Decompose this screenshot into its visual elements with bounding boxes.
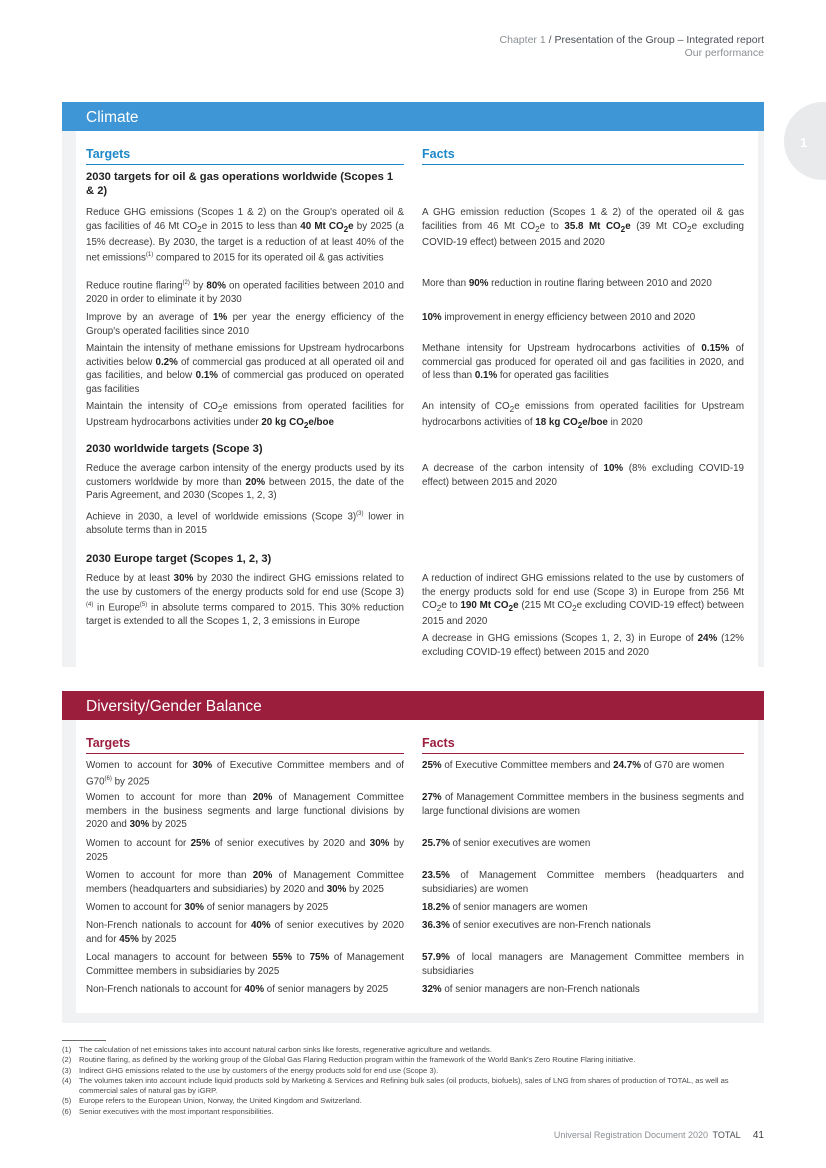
climate-target-7: Achieve in 2030, a level of worldwide emissions (Scope 3)$^{(3)}$ lower in absolute terms than in 2015 [86,511,404,536]
footnote: (5) Europe refers to the European Union, Norway, the United Kingdom and Switzerland. [62,1096,362,1106]
climate-title-bar [62,102,764,131]
climate-fact-3: 10% improvement in energy efficiency between 2010 and 2020 [422,312,696,323]
footnote: (4) The volumes taken into account include liquid products sold by Marketing & Services and Refining bulk sales (oil products, biofuels), sales of LNG from shares of production of TOTAL, as well as commercial sales of natural gas by iGRP. [62,1075,729,1096]
footnotes [62,1040,766,1117]
climate-target-1: Reduce GHG emissions (Scopes 1 & 2) on the Group's operated oil & gas facilities of 46 Mt $CO_2e$ in 2015 to less than 40 Mt $CO_2e$ by 2025 (a 15% decrease). By 2030, the target is a reduction of at least 40% of the net emissions$^{(1)}$ compared to 2015 for its operated oil & gas activities [86,207,404,264]
diversity-facts-column [422,736,744,997]
diversity-fact-6: 36.3% of senior executives are non-French nationals [422,920,651,931]
climate-subheading-3: 2030 Europe target (Scopes 1, 2, 3) [86,553,272,565]
climate-fact-6: A decrease of the carbon intensity of 10% (8% excluding COVID-19 effect) between 2015 and 2020 [422,463,744,488]
climate-target-4: Maintain the intensity of methane emissions for Upstream hydrocarbons activities below 0.2% of commercial gas produced at all operated oil and gas facilities, and below 0.1% of commercial gas produced on operated gas facilities [86,343,404,395]
climate-fact-2: More than 90% reduction in routine flaring between 2010 and 2020 [422,278,712,289]
diversity-fact-4: 23.5% of Management Committee members (headquarters and subsidiaries) are women [422,870,744,895]
targets-heading: Targets [86,147,404,165]
chapter-tab: 1 [784,102,826,180]
diversity-target-2: Women to account for more than 20% of Management Committee members in the business segments and large functional divisions by 2020 and 30% by 2025 [86,792,404,830]
climate-fact-1: A GHG emission reduction (Scopes 1 & 2) of the operated oil & gas facilities from 46 Mt $CO_2e$ to 35.8 Mt $CO_2e$ (39 Mt $CO_2e$ excluding COVID-19 effect) between 2015 and 2020 [422,207,744,248]
diversity-fact-2: 27% of Management Committee members in the business segments and large functional divisions are women [422,792,744,817]
diversity-title: Diversity/Gender Balance [86,698,262,715]
climate-targets-column [86,147,404,628]
climate-fact-4: Methane intensity for Upstream hydrocarbons activities of 0.15% of commercial gas produced for operated oil and gas facilities in 2020, and of less than 0.1% for operated gas facilities [422,343,744,381]
diversity-fact-5: 18.2% of senior managers are women [422,902,588,913]
page-number: 41 [752,1130,764,1141]
diversity-fact-1: 25% of Executive Committee members and 24.7% of G70 are women [422,760,725,771]
footnote: (6) Senior executives with the most important responsibilities. [62,1106,274,1116]
section-subtitle: Our performance [684,47,764,59]
diversity-target-1: Women to account for 30% of Executive Committee members and of G70$^{(6)}$ by 2025 [86,760,404,787]
climate-subheading-2: 2030 worldwide targets (Scope 3) [86,443,263,455]
climate-target-3: Improve by an average of 1% per year the energy efficiency of the Group's operated facilities since 2010 [86,312,404,337]
diversity-target-4: Women to account for more than 20% of Management Committee members (headquarters and subsidiaries) by 2020 and 30% by 2025 [86,870,404,895]
climate-facts-column [422,147,744,659]
diversity-target-8: Non-French nationals to account for 40% of senior managers by 2025 [86,984,389,995]
climate-subheading-1: 2030 targets for oil & gas operations worldwide (Scopes 1 & 2) [86,171,394,197]
page-header: Chapter 1 / Presentation of the Group – Integrated report Our performance [499,34,764,59]
diversity-content [76,720,758,1013]
brand-name: TOTAL [712,1130,741,1140]
page-footer [554,1130,764,1141]
facts-heading: Facts [422,147,744,165]
chapter-title: Presentation of the Group – Integrated report [554,34,764,46]
targets-heading: Targets [86,736,404,754]
climate-target-8: Reduce by at least 30% by 2030 the indirect GHG emissions related to the use by customers of the energy products sold for end use (Scope 3)$^{(4)}$ in Europe$^{(5)}$ in absolute terms compared to 2015. This 30% reduction target is extended to all the Scopes 1, 2, 3 emissions in Europe [86,573,404,627]
diversity-fact-3: 25.7% of senior executives are women [422,838,591,849]
diversity-target-7: Local managers to account for between 55% to 75% of Management Committee members in subsidiaries by 2025 [86,952,404,977]
diversity-fact-8: 32% of senior managers are non-French nationals [422,984,640,995]
climate-target-6: Reduce the average carbon intensity of the energy products used by its customers worldwide by more than 20% between 2015, the date of the Paris Agreement, and 2030 (Scopes 1, 2, 3) [86,463,404,501]
footnote: (2) Routine flaring, as defined by the working group of the Global Gas Flaring Reduction program within the framework of the World Bank's Zero Routine Flaring initiative. [62,1055,636,1065]
climate-title: Climate [86,109,139,126]
footnote: (1) The calculation of net emissions takes into account natural carbon sinks like forests, regenerative agriculture and wetlands. [62,1045,492,1054]
chapter-label: Chapter 1 [499,34,546,46]
diversity-panel [62,691,764,1023]
diversity-title-bar [62,691,764,720]
facts-heading: Facts [422,736,744,754]
footnote: (3) Indirect GHG emissions related to the use by customers of the energy products sold for end use (Scope 3). [62,1065,439,1075]
diversity-target-6: Non-French nationals to account for 40% of senior executives by 2020 and for 45% by 2025 [86,920,404,945]
document-title: Universal Registration Document 2020 [553,1130,708,1140]
diversity-targets-column [86,736,404,997]
climate-fact-8: A reduction of indirect GHG emissions related to the use by customers of the energy products sold for end use (Scope 3) in Europe from 256 Mt $CO_2e$ to 190 Mt $CO_2e$ (215 Mt $CO_2e$ excluding COVID-19 effect) between 2015 and 2020 [422,573,744,628]
diversity-fact-7: 57.9% of local managers are Management Committee members in subsidiaries [422,952,744,977]
climate-panel [62,102,764,667]
climate-target-5: Maintain the intensity of $CO_2e$ emissions from operated facilities for Upstream hydrocarbons activities under 20 kg $CO_2e$/boe [86,401,404,431]
diversity-target-3: Women to account for 25% of senior executives by 2020 and 30% by 2025 [86,838,404,863]
diversity-target-5: Women to account for 30% of senior managers by 2025 [86,902,329,913]
climate-content [76,131,758,667]
footnote-rule [62,1040,106,1041]
climate-fact-9: A decrease in GHG emissions (Scopes 1, 2, 3) in Europe of 24% (12% excluding COVID-19 effect) between 2015 and 2020 [422,633,744,658]
climate-target-2: Reduce routine flaring$^{(2)}$ by 80% on operated facilities between 2010 and 2020 in order to eliminate it by 2030 [86,280,404,305]
climate-fact-5: An intensity of $CO_2e$ emissions from operated facilities for Upstream hydrocarbons activities of 18 kg $CO_2e$/boe in 2020 [422,401,744,431]
